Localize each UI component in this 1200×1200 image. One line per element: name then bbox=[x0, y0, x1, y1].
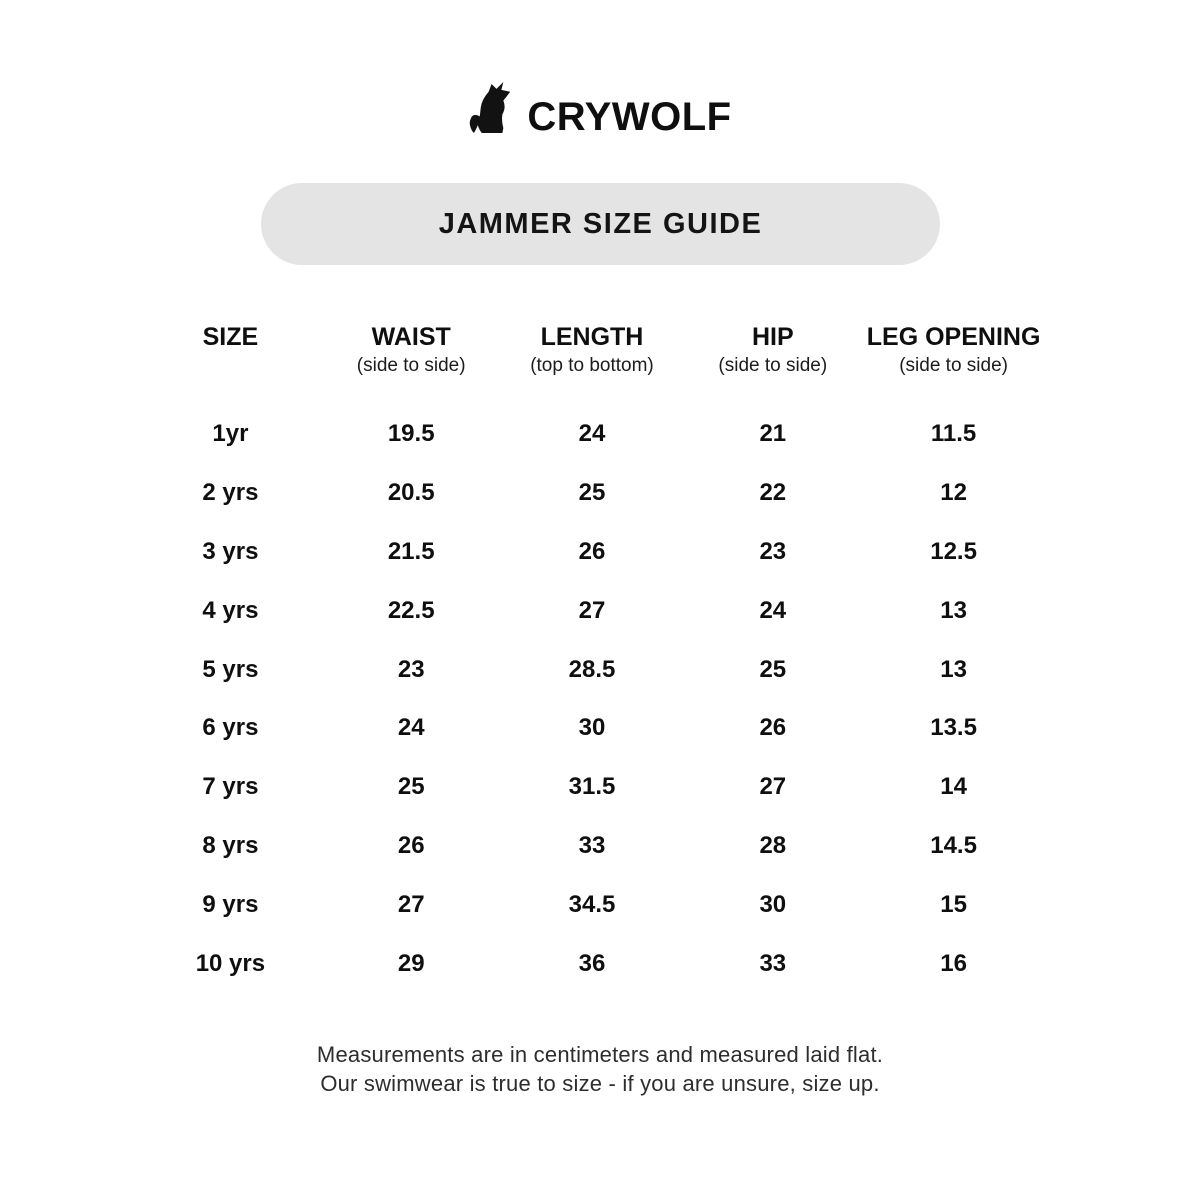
table-header-row bbox=[140, 325, 1044, 375]
column-header-length bbox=[502, 325, 683, 375]
footer-line-2: Our swimwear is true to size - if you are unsure, size up. bbox=[320, 1071, 880, 1096]
footer-line-1: Measurements are in centimeters and measured laid flat. bbox=[316, 1042, 884, 1067]
table-cell: 12.5 bbox=[930, 537, 977, 565]
table-cell: 23 bbox=[397, 655, 425, 683]
row-size-label: 10 yrs bbox=[195, 949, 266, 977]
table-cell: 14 bbox=[940, 773, 967, 801]
table-cell: 25 bbox=[397, 773, 425, 801]
size-guide-banner bbox=[261, 183, 940, 265]
table-cell: 12 bbox=[940, 479, 967, 507]
table-cell: 36 bbox=[578, 949, 606, 977]
table-cell: 26 bbox=[397, 831, 425, 859]
column-sublabel: (side to side) bbox=[718, 355, 828, 376]
row-size-label: 8 yrs bbox=[202, 831, 259, 859]
table-cell: 27 bbox=[397, 890, 425, 918]
table-row bbox=[140, 875, 1044, 934]
size-table bbox=[140, 325, 1044, 993]
row-size-label: 4 yrs bbox=[202, 596, 259, 624]
column-header-waist bbox=[321, 325, 502, 375]
table-cell: 19.5 bbox=[387, 420, 435, 448]
column-label: WAIST bbox=[371, 323, 451, 351]
table-cell: 22.5 bbox=[387, 596, 435, 624]
table-cell: 28 bbox=[759, 831, 787, 859]
table-cell: 11.5 bbox=[930, 420, 977, 448]
column-label: LEG OPENING bbox=[866, 323, 1041, 351]
table-cell: 21.5 bbox=[387, 537, 435, 565]
table-row bbox=[140, 699, 1044, 758]
table-cell: 27 bbox=[759, 773, 787, 801]
table-cell: 15 bbox=[940, 890, 967, 918]
table-cell: 26 bbox=[759, 714, 787, 742]
table-cell: 29 bbox=[397, 949, 425, 977]
table-cell: 24 bbox=[397, 714, 425, 742]
brand-logo bbox=[0, 78, 1200, 140]
column-header-size bbox=[140, 325, 321, 375]
table-cell: 13.5 bbox=[930, 714, 977, 742]
howling-wolf-icon bbox=[468, 80, 522, 136]
column-label: LENGTH bbox=[540, 323, 644, 351]
table-row bbox=[140, 758, 1044, 817]
table-row bbox=[140, 581, 1044, 640]
table-cell: 25 bbox=[578, 479, 606, 507]
table-cell: 24 bbox=[578, 420, 606, 448]
table-cell: 25 bbox=[759, 655, 787, 683]
table-cell: 23 bbox=[759, 537, 787, 565]
row-size-label: 3 yrs bbox=[202, 537, 259, 565]
column-sublabel: (side to side) bbox=[899, 355, 1008, 376]
table-row bbox=[140, 464, 1044, 523]
table-cell: 30 bbox=[759, 890, 787, 918]
table-cell: 21 bbox=[759, 420, 787, 448]
table-cell: 33 bbox=[759, 949, 787, 977]
table-row bbox=[140, 817, 1044, 876]
table-cell: 31.5 bbox=[568, 773, 616, 801]
footer-note bbox=[0, 1040, 1200, 1098]
row-size-label: 7 yrs bbox=[202, 773, 259, 801]
table-cell: 27 bbox=[578, 596, 606, 624]
table-cell: 13 bbox=[940, 596, 967, 624]
table-cell: 24 bbox=[759, 596, 787, 624]
column-sublabel: (top to bottom) bbox=[530, 355, 654, 376]
table-cell: 34.5 bbox=[568, 890, 616, 918]
table-row bbox=[140, 934, 1044, 993]
table-row bbox=[140, 405, 1044, 464]
table-cell: 30 bbox=[578, 714, 606, 742]
table-body bbox=[140, 405, 1044, 993]
table-cell: 26 bbox=[578, 537, 606, 565]
table-cell: 13 bbox=[940, 655, 967, 683]
column-label: SIZE bbox=[202, 323, 259, 351]
row-size-label: 2 yrs bbox=[202, 479, 259, 507]
column-header-leg-opening bbox=[863, 325, 1044, 375]
banner-title: JAMMER SIZE GUIDE bbox=[438, 207, 763, 240]
column-sublabel: (side to side) bbox=[356, 355, 466, 376]
table-cell: 33 bbox=[578, 831, 606, 859]
table-cell: 28.5 bbox=[568, 655, 616, 683]
table-cell: 16 bbox=[940, 949, 967, 977]
table-row bbox=[140, 523, 1044, 582]
table-cell: 22 bbox=[759, 479, 787, 507]
column-header-hip bbox=[682, 325, 863, 375]
column-label: HIP bbox=[751, 323, 794, 351]
row-size-label: 5 yrs bbox=[202, 655, 259, 683]
table-cell: 14.5 bbox=[930, 831, 977, 859]
row-size-label: 9 yrs bbox=[202, 890, 259, 918]
table-cell: 20.5 bbox=[387, 479, 435, 507]
row-size-label: 6 yrs bbox=[202, 714, 259, 742]
row-size-label: 1yr bbox=[212, 420, 249, 448]
table-row bbox=[140, 640, 1044, 699]
brand-name: CRYWOLF bbox=[527, 95, 732, 140]
